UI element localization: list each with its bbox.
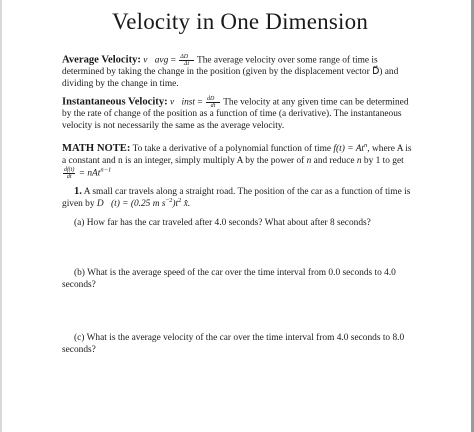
average-velocity-fraction: [179, 54, 194, 67]
math-note-text-1: To take a derivative of a polynomial function of time: [132, 144, 332, 154]
math-note-derivative-denominator: dt: [66, 174, 72, 180]
instantaneous-velocity-numerator: dD⃗: [207, 96, 219, 102]
average-velocity-symbol: v⃗avg: [143, 55, 169, 66]
problem-1-number: 1.: [74, 186, 82, 197]
problem-1-formula-exponent-1: −2: [165, 196, 173, 204]
average-velocity-denominator: Δt: [183, 61, 190, 67]
math-note-n-variable-2: n: [356, 155, 362, 166]
instantaneous-velocity-symbol: v⃗inst: [170, 97, 196, 108]
math-note-derivative-result: = nAt: [78, 168, 101, 179]
problem-1-part-c: (c) What is the average velocity of the car over the time interval from 4.0 seconds to 8.0 seconds?: [62, 333, 405, 355]
problem-1-formula-unit-vector: x̂.: [183, 198, 191, 209]
average-velocity-text: The average velocity over some range of time is determined by taking the change in the position (given by the displacement vector D⃗) and dividing by the change in time.: [62, 55, 399, 89]
math-note-n-variable: n: [306, 155, 312, 166]
math-note-function: f(t) = At: [333, 144, 365, 154]
instantaneous-velocity-heading: Instantaneous Velocity:: [62, 96, 168, 108]
instantaneous-velocity-paragraph: [62, 96, 418, 132]
instantaneous-velocity-text: The velocity at any given time can be determined by the rate of change of the position as a function of time (a derivative). The instantaneous velocity is not necessarily the same as the average velocity.: [62, 97, 409, 131]
problem-1-formula: D⃗(t) = (0.25 m s: [96, 198, 166, 209]
math-note-paragraph: [62, 143, 418, 180]
instantaneous-velocity-fraction: [206, 96, 220, 109]
math-note-derivative-exponent: n−1: [100, 166, 112, 174]
math-note-derivative-numerator: df(t): [64, 167, 75, 173]
problem-1-formula-exponent-2: 2: [178, 196, 182, 204]
problem-1-text: A small car travels along a straight road. The position of the car as a function of time is given by: [62, 187, 411, 209]
problem-1-formula-middle: )t: [172, 198, 179, 209]
math-note-derivative-fraction: [63, 167, 75, 180]
instantaneous-velocity-denominator: dt: [210, 103, 216, 109]
math-note-heading: MATH NOTE:: [62, 143, 131, 154]
problem-1-part-b: (b) What is the average speed of the car over the time interval from 0.0 seconds to 4.0 seconds?: [62, 268, 396, 290]
page-left-edge: [0, 0, 2, 432]
page-title: Velocity in One Dimension: [111, 9, 369, 34]
problem-1-part-a: (a) How far has the car traveled after 4.0 seconds? What about after 8 seconds?: [74, 218, 371, 228]
math-note-function-exponent: n: [364, 141, 368, 149]
average-velocity-heading: Average Velocity:: [62, 54, 141, 66]
average-velocity-paragraph: [62, 54, 418, 90]
math-note-text-3: and reduce: [313, 155, 355, 166]
instantaneous-velocity-equals: =: [197, 97, 203, 108]
math-note-text-2: , where A is a constant and n is an integer, simply multiply A by the power of: [62, 144, 412, 166]
average-velocity-equals: =: [170, 55, 176, 66]
average-velocity-numerator: ΔD⃗: [180, 54, 193, 60]
math-note-text-4: by 1 to get: [363, 155, 404, 166]
problem-1-paragraph: [62, 186, 418, 210]
